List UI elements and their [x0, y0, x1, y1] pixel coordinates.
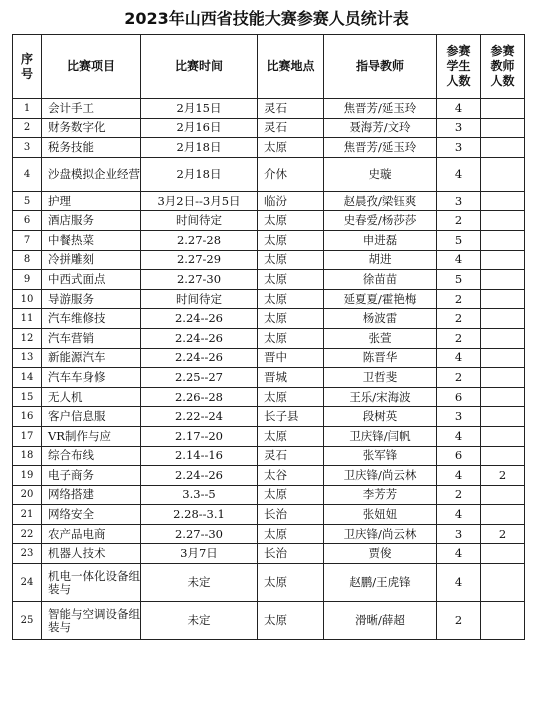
header-students: 参赛学生人数 — [437, 35, 481, 99]
cell-item: 护理 — [42, 191, 141, 211]
table-row — [13, 191, 525, 211]
cell-teacher: 张妞妞 — [324, 505, 437, 525]
cell-teacher-count — [481, 191, 525, 211]
cell-teacher-count — [481, 564, 525, 602]
table-row — [13, 250, 525, 270]
cell-no: 13 — [13, 348, 42, 368]
cell-teacher: 李芳芳 — [324, 485, 437, 505]
cell-teacher: 卫庆锋/尚云林 — [324, 524, 437, 544]
cell-place: 太原 — [258, 309, 324, 329]
cell-place: 灵石 — [258, 446, 324, 466]
cell-item: 新能源汽车 — [42, 348, 141, 368]
table-row — [13, 348, 525, 368]
cell-teacher-count — [481, 348, 525, 368]
cell-teacher: 聂海芳/文玲 — [324, 118, 437, 138]
cell-time: 3.3--5 — [141, 485, 258, 505]
cell-time: 2月18日 — [141, 138, 258, 158]
cell-time: 时间待定 — [141, 289, 258, 309]
table-row — [13, 157, 525, 191]
cell-time: 2.24--26 — [141, 309, 258, 329]
cell-teacher: 滑晰/薛超 — [324, 602, 437, 640]
cell-teacher-count — [481, 211, 525, 231]
cell-time: 2月18日 — [141, 157, 258, 191]
cell-no: 1 — [13, 99, 42, 119]
cell-time: 2.25--27 — [141, 368, 258, 388]
cell-student-count: 5 — [437, 270, 481, 290]
cell-teacher-count — [481, 99, 525, 119]
cell-time: 2.24--26 — [141, 328, 258, 348]
cell-student-count: 5 — [437, 230, 481, 250]
cell-teacher: 延夏夏/霍艳梅 — [324, 289, 437, 309]
cell-teacher-count — [481, 368, 525, 388]
cell-item: 农产品电商 — [42, 524, 141, 544]
cell-teacher-count — [481, 138, 525, 158]
cell-student-count: 4 — [437, 505, 481, 525]
cell-no: 19 — [13, 466, 42, 486]
table-row — [13, 99, 525, 119]
cell-time: 2.17--20 — [141, 426, 258, 446]
table-row — [13, 230, 525, 250]
cell-item: 汽车维修技 — [42, 309, 141, 329]
cell-place: 太原 — [258, 289, 324, 309]
cell-item: 无人机 — [42, 387, 141, 407]
cell-time: 2.26--28 — [141, 387, 258, 407]
cell-no: 25 — [13, 602, 42, 640]
table-row — [13, 309, 525, 329]
cell-place: 介休 — [258, 157, 324, 191]
cell-no: 18 — [13, 446, 42, 466]
cell-item: 网络安全 — [42, 505, 141, 525]
table-row — [13, 426, 525, 446]
table-row — [13, 602, 525, 640]
cell-student-count: 3 — [437, 118, 481, 138]
table-row — [13, 270, 525, 290]
cell-student-count: 3 — [437, 524, 481, 544]
cell-item: 电子商务 — [42, 466, 141, 486]
cell-no: 6 — [13, 211, 42, 231]
cell-place: 太原 — [258, 564, 324, 602]
cell-teacher: 杨波雷 — [324, 309, 437, 329]
page-title: 2023年山西省技能大赛参赛人员统计表 — [124, 9, 409, 28]
cell-no: 16 — [13, 407, 42, 427]
cell-place: 太原 — [258, 250, 324, 270]
cell-student-count: 2 — [437, 211, 481, 231]
cell-time: 2.28--3.1 — [141, 505, 258, 525]
table-row — [13, 466, 525, 486]
cell-student-count: 6 — [437, 446, 481, 466]
cell-time: 2.27-29 — [141, 250, 258, 270]
table-row — [13, 387, 525, 407]
cell-teacher-count: 2 — [481, 466, 525, 486]
cell-place: 长治 — [258, 505, 324, 525]
cell-place: 太谷 — [258, 466, 324, 486]
table-row — [13, 138, 525, 158]
cell-time: 2.27--30 — [141, 524, 258, 544]
header-teacher: 指导教师 — [324, 35, 437, 99]
table-row — [13, 407, 525, 427]
table-row — [13, 446, 525, 466]
cell-item: 中西式面点 — [42, 270, 141, 290]
cell-no: 3 — [13, 138, 42, 158]
cell-no: 8 — [13, 250, 42, 270]
cell-no: 11 — [13, 309, 42, 329]
cell-time: 2.14--16 — [141, 446, 258, 466]
cell-teacher: 卫庆锋/闫帆 — [324, 426, 437, 446]
cell-place: 太原 — [258, 524, 324, 544]
cell-student-count: 2 — [437, 289, 481, 309]
cell-teacher: 贾俊 — [324, 544, 437, 564]
cell-item: 智能与空调设备组装与 — [42, 602, 141, 640]
cell-no: 7 — [13, 230, 42, 250]
cell-no: 10 — [13, 289, 42, 309]
cell-teacher: 焦晋芳/延玉玲 — [324, 138, 437, 158]
table-row — [13, 368, 525, 388]
header-time: 比赛时间 — [141, 35, 258, 99]
cell-teacher: 王乐/宋海波 — [324, 387, 437, 407]
table-row — [13, 485, 525, 505]
cell-teacher-count — [481, 407, 525, 427]
table-row — [13, 118, 525, 138]
cell-student-count: 4 — [437, 348, 481, 368]
cell-no: 23 — [13, 544, 42, 564]
cell-teacher: 史春爱/杨莎莎 — [324, 211, 437, 231]
table-row — [13, 289, 525, 309]
cell-place: 太原 — [258, 602, 324, 640]
table-row — [13, 524, 525, 544]
cell-item: 中餐热菜 — [42, 230, 141, 250]
cell-time: 2月16日 — [141, 118, 258, 138]
cell-time: 未定 — [141, 602, 258, 640]
cell-place: 长子县 — [258, 407, 324, 427]
cell-teacher: 申进磊 — [324, 230, 437, 250]
cell-time: 2.22--24 — [141, 407, 258, 427]
participant-table — [12, 34, 525, 640]
header-teachers: 参赛教师人数 — [481, 35, 525, 99]
cell-student-count: 2 — [437, 309, 481, 329]
cell-no: 20 — [13, 485, 42, 505]
cell-student-count: 4 — [437, 99, 481, 119]
cell-time: 2.27-28 — [141, 230, 258, 250]
cell-place: 太原 — [258, 230, 324, 250]
cell-teacher-count — [481, 289, 525, 309]
cell-teacher-count — [481, 544, 525, 564]
cell-no: 17 — [13, 426, 42, 446]
cell-no: 4 — [13, 157, 42, 191]
table-body — [13, 99, 525, 640]
cell-student-count: 4 — [437, 157, 481, 191]
cell-student-count: 2 — [437, 602, 481, 640]
cell-place: 临汾 — [258, 191, 324, 211]
cell-student-count: 3 — [437, 191, 481, 211]
cell-no: 12 — [13, 328, 42, 348]
cell-student-count: 4 — [437, 544, 481, 564]
cell-student-count: 4 — [437, 426, 481, 446]
cell-teacher-count — [481, 446, 525, 466]
cell-time: 时间待定 — [141, 211, 258, 231]
cell-time: 2.24--26 — [141, 348, 258, 368]
cell-teacher-count: 2 — [481, 524, 525, 544]
cell-teacher: 赵鹏/王虎锋 — [324, 564, 437, 602]
cell-teacher-count — [481, 387, 525, 407]
cell-teacher-count — [481, 270, 525, 290]
cell-place: 太原 — [258, 387, 324, 407]
cell-teacher-count — [481, 250, 525, 270]
table-row — [13, 328, 525, 348]
cell-no: 2 — [13, 118, 42, 138]
cell-teacher-count — [481, 118, 525, 138]
cell-place: 晋中 — [258, 348, 324, 368]
cell-place: 太原 — [258, 270, 324, 290]
header-place: 比赛地点 — [258, 35, 324, 99]
cell-item: 财务数字化 — [42, 118, 141, 138]
cell-teacher: 史璇 — [324, 157, 437, 191]
cell-teacher-count — [481, 505, 525, 525]
cell-time: 未定 — [141, 564, 258, 602]
cell-teacher: 卫哲斐 — [324, 368, 437, 388]
cell-teacher: 陈晋华 — [324, 348, 437, 368]
cell-teacher-count — [481, 230, 525, 250]
header-item: 比赛项目 — [42, 35, 141, 99]
cell-place: 太原 — [258, 211, 324, 231]
cell-no: 21 — [13, 505, 42, 525]
cell-place: 灵石 — [258, 99, 324, 119]
cell-place: 晋城 — [258, 368, 324, 388]
cell-time: 3月2日--3月5日 — [141, 191, 258, 211]
cell-teacher: 张军锋 — [324, 446, 437, 466]
cell-student-count: 2 — [437, 368, 481, 388]
cell-item: 汽车车身修 — [42, 368, 141, 388]
cell-time: 3月7日 — [141, 544, 258, 564]
cell-item: 网络搭建 — [42, 485, 141, 505]
cell-item: 机电一体化设备组装与 — [42, 564, 141, 602]
cell-student-count: 3 — [437, 138, 481, 158]
cell-no: 22 — [13, 524, 42, 544]
cell-teacher: 赵晨孜/梁钰爽 — [324, 191, 437, 211]
cell-student-count: 4 — [437, 466, 481, 486]
cell-teacher: 焦晋芳/延玉玲 — [324, 99, 437, 119]
cell-item: 导游服务 — [42, 289, 141, 309]
cell-time: 2.24--26 — [141, 466, 258, 486]
cell-student-count: 2 — [437, 485, 481, 505]
cell-item: 税务技能 — [42, 138, 141, 158]
cell-teacher-count — [481, 485, 525, 505]
cell-teacher: 张萱 — [324, 328, 437, 348]
cell-student-count: 2 — [437, 328, 481, 348]
cell-place: 太原 — [258, 138, 324, 158]
header-no: 序号 — [13, 35, 42, 99]
cell-place: 太原 — [258, 426, 324, 446]
cell-time: 2.27-30 — [141, 270, 258, 290]
cell-teacher-count — [481, 426, 525, 446]
cell-time: 2月15日 — [141, 99, 258, 119]
table-row — [13, 564, 525, 602]
cell-student-count: 4 — [437, 250, 481, 270]
cell-item: 会计手工 — [42, 99, 141, 119]
cell-no: 9 — [13, 270, 42, 290]
cell-item: 冷拼雕刻 — [42, 250, 141, 270]
cell-no: 14 — [13, 368, 42, 388]
cell-teacher: 卫庆锋/尚云林 — [324, 466, 437, 486]
cell-teacher: 段树英 — [324, 407, 437, 427]
cell-student-count: 4 — [437, 564, 481, 602]
header-row — [13, 35, 525, 99]
cell-student-count: 6 — [437, 387, 481, 407]
cell-item: 沙盘模拟企业经营 — [42, 157, 141, 191]
cell-teacher-count — [481, 328, 525, 348]
cell-no: 15 — [13, 387, 42, 407]
cell-teacher-count — [481, 309, 525, 329]
cell-place: 灵石 — [258, 118, 324, 138]
table-row — [13, 544, 525, 564]
cell-place: 太原 — [258, 485, 324, 505]
cell-item: 酒店服务 — [42, 211, 141, 231]
cell-teacher-count — [481, 157, 525, 191]
table-row — [13, 505, 525, 525]
cell-teacher-count — [481, 602, 525, 640]
cell-teacher: 徐苗苗 — [324, 270, 437, 290]
cell-item: VR制作与应 — [42, 426, 141, 446]
table-row — [13, 211, 525, 231]
cell-item: 客户信息服 — [42, 407, 141, 427]
cell-item: 机器人技术 — [42, 544, 141, 564]
cell-no: 24 — [13, 564, 42, 602]
cell-place: 长治 — [258, 544, 324, 564]
cell-place: 太原 — [258, 328, 324, 348]
cell-item: 综合布线 — [42, 446, 141, 466]
cell-teacher: 胡进 — [324, 250, 437, 270]
cell-student-count: 3 — [437, 407, 481, 427]
cell-item: 汽车营销 — [42, 328, 141, 348]
cell-no: 5 — [13, 191, 42, 211]
